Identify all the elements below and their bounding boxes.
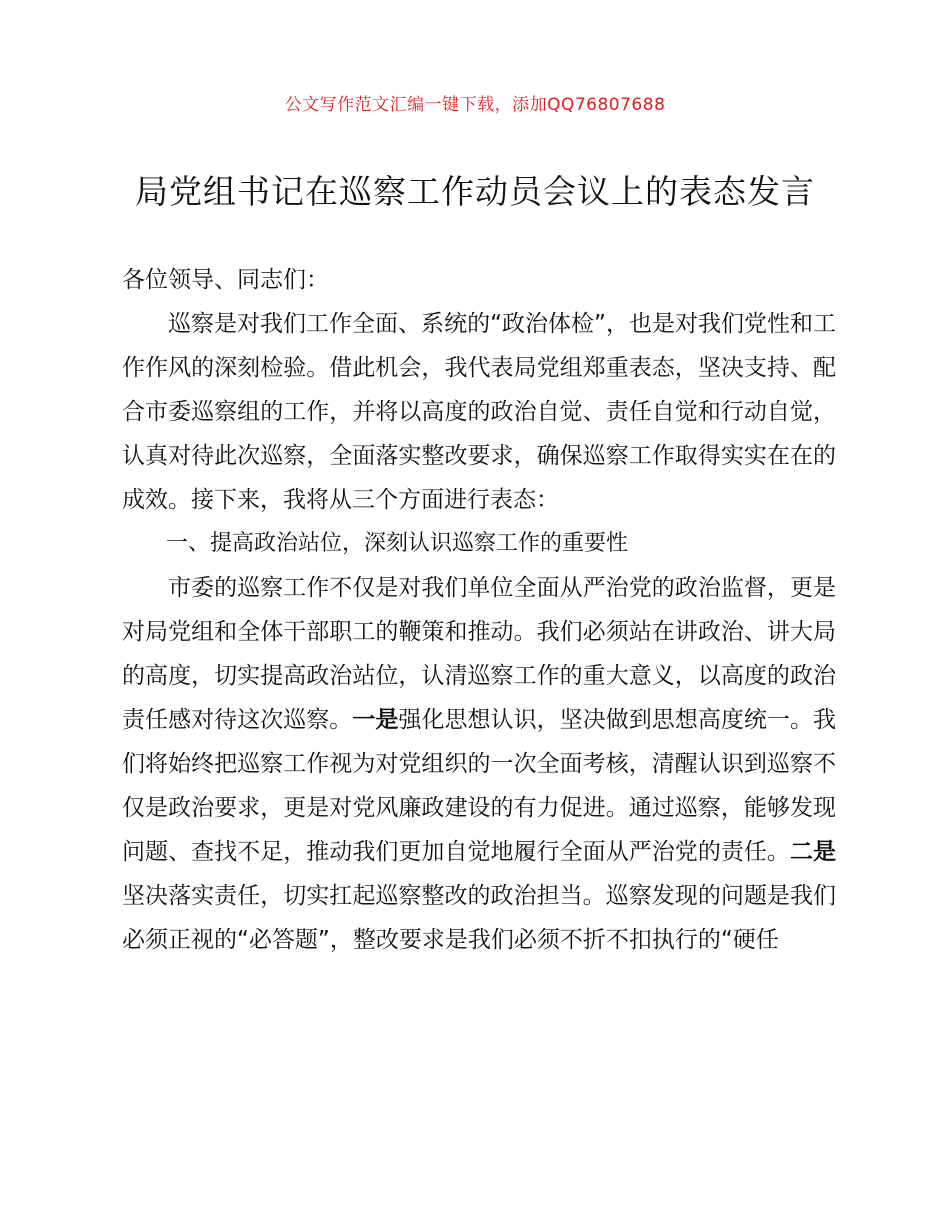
intro-paragraph: 巡察是对我们工作全面、系统的“政治体检”，也是对我们党性和工作作风的深刻检验。借此机会，我代表局党组郑重表态，坚决支持、配合市委巡察组的工作，并将以高度的政治自觉、责任自觉和行动自觉，认真对待此次巡察，全面落实整改要求，确保巡察工作取得实实在在的成效。接下来，我将从三个方面进行表态： <box>122 311 836 513</box>
section-lead-text: 市委的巡察工作不仅是对我们单位全面从严治党的政治监督，更是对局党组和全体干部职工的鞭策和推动。我们必须站在讲政治、讲大局的高度，切实提高政治站位，认清巡察工作的重大意义，以高度的政治责任感对待这次巡察。 <box>122 575 836 733</box>
document-body <box>122 258 836 962</box>
section-paragraph <box>122 566 836 962</box>
section-heading: 一、提高政治站位，深刻认识巡察工作的重要性 <box>166 531 629 556</box>
salutation: 各位领导、同志们： <box>122 267 329 293</box>
document-title: 局党组书记在巡察工作动员会议上的表态发言 <box>135 172 815 211</box>
point-label: 一是 <box>352 707 399 733</box>
point-label: 二是 <box>789 839 837 865</box>
point-text: 强化思想认识，坚决做到思想高度统一。我们将始终把巡察工作视为对党组织的一次全面考核，清醒认识到巡察不仅是政治要求，更是对党风廉政建设的有力促进。通过巡察，能够发现问题、查找不足，推动我们更加自觉地履行全面从严治党的责任。 <box>122 707 837 865</box>
point-text: 坚决落实责任，切实扛起巡察整改的政治担当。巡察发现的问题是我们必须正视的“必答题”，整改要求是我们必须不折不扣执行的“硬任 <box>122 883 836 953</box>
promo-link[interactable]: 公文写作范文汇编一键下载，添加QQ76807688 <box>284 95 666 115</box>
